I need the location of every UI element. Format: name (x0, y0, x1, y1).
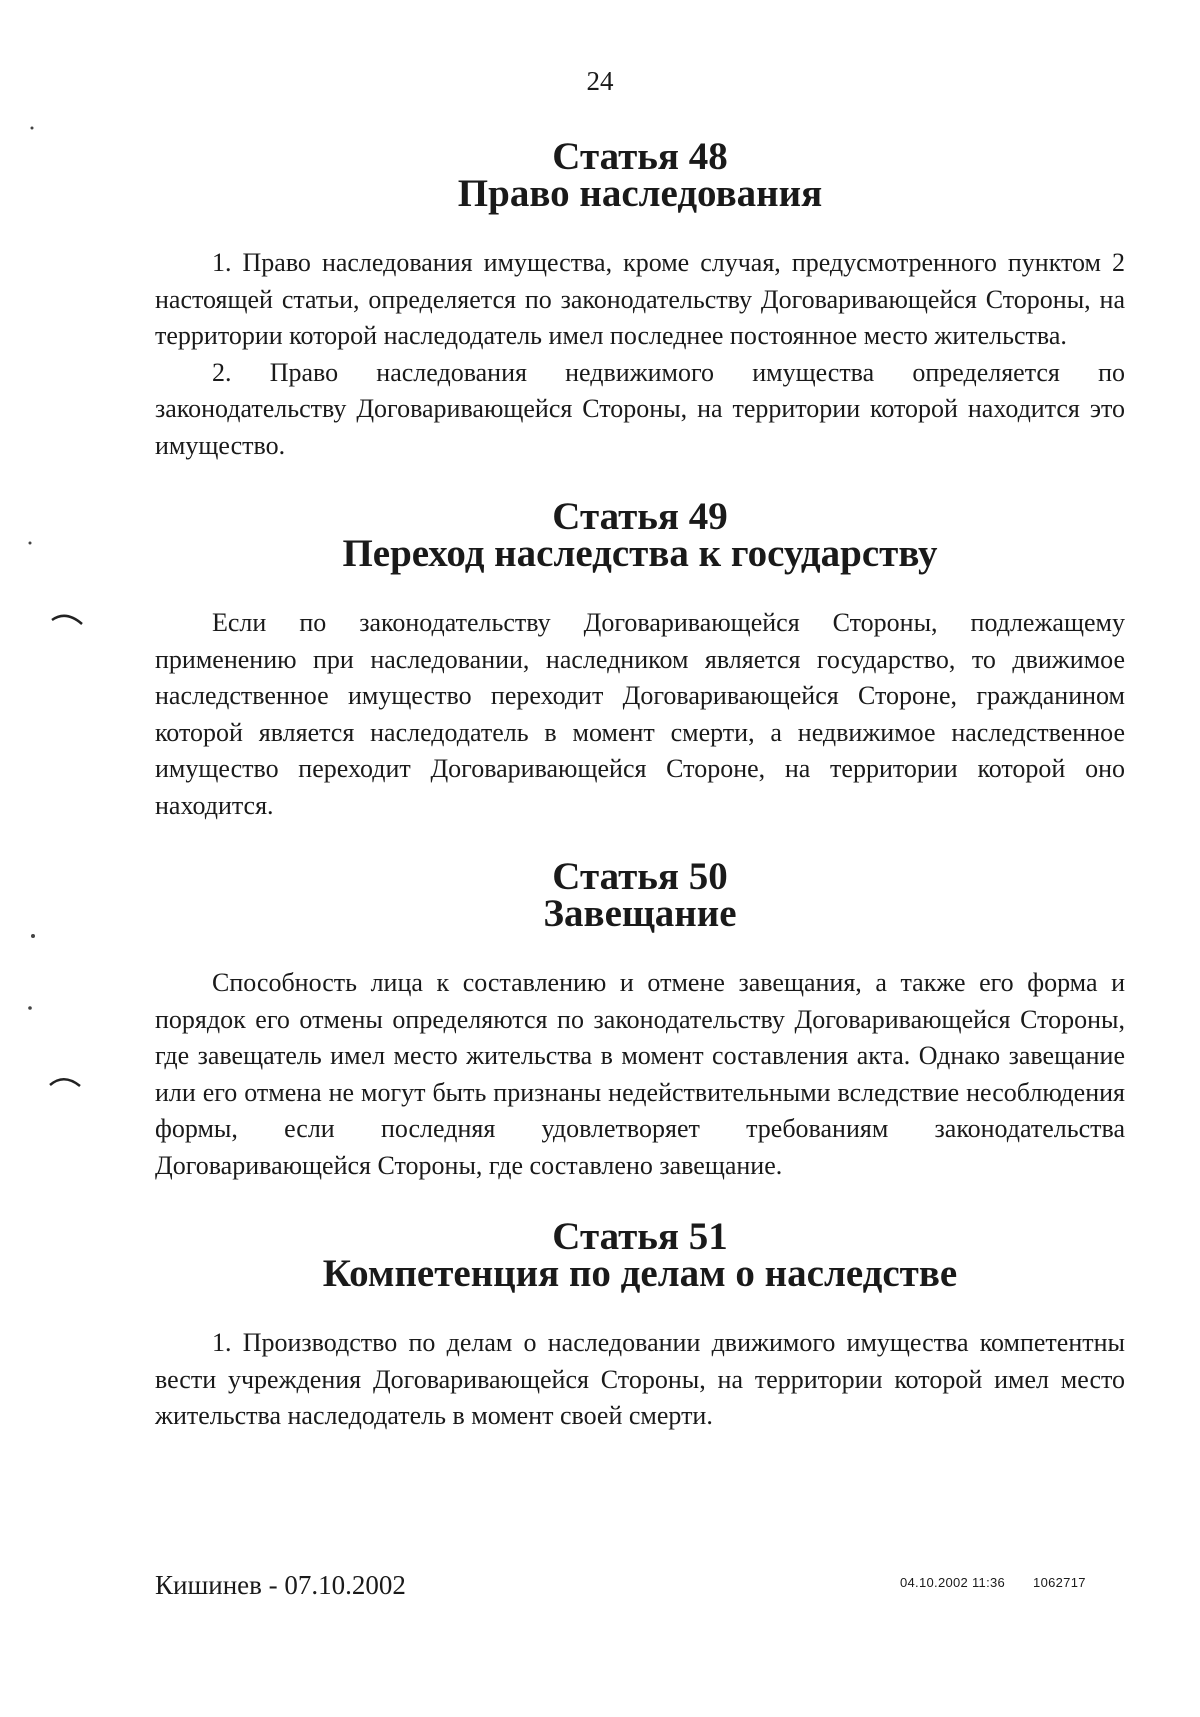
article-number: Статья 48 (552, 135, 728, 178)
stamp-datetime: 04.10.2002 11:36 (900, 1575, 1006, 1590)
margin-arc-mark (50, 1079, 80, 1086)
article-paragraph: 1. Право наследования имущества, кроме случая, предусмотренного пунктом 2 настоящей статьи, определяется по законодательству Договаривающейся Стороны, на территории которой наследодатель имел последнее постоянное место жительства. (155, 248, 1125, 350)
article-number: Статья 50 (552, 855, 728, 898)
article-heading (155, 855, 1125, 935)
margin-dot-mark (28, 1006, 32, 1010)
article-51 (155, 1215, 1125, 1435)
article-title: Переход наследства к государству (342, 532, 938, 575)
article-paragraph: 2. Право наследования недвижимого имущества определяется по законодательству Договаривающейся Стороны, на территории которой находится это имущество. (155, 357, 1125, 460)
scan-marks (0, 0, 120, 1717)
article-heading (155, 135, 1125, 215)
footer-fax-stamp (900, 1575, 1086, 1590)
article-title: Право наследования (457, 172, 823, 215)
margin-dot-mark (29, 542, 32, 545)
article-48 (155, 135, 1125, 464)
document-body (155, 135, 1125, 1435)
margin-dot-mark (31, 127, 34, 130)
article-number: Статья 51 (552, 1215, 728, 1258)
margin-arc-mark (52, 616, 82, 624)
footer-city-date: Кишинев - 07.10.2002 (155, 1570, 406, 1600)
article-title: Компетенция по делам о наследстве (322, 1252, 958, 1295)
article-title: Завещание (543, 892, 737, 935)
article-paragraph: Если по законодательству Договаривающейся Стороны, подлежащему применению при наследовании, наследником является государство, то движимое наследственное имущество переходит Договаривающейся Стороне, гражданином которой является наследодатель в момент смерти, а недвижимое наследственное имущество переходит Договаривающейся Стороне, на территории которой оно находится. (155, 608, 1125, 820)
article-heading (155, 495, 1125, 575)
article-heading (155, 1215, 1125, 1295)
page-number: 24 (586, 66, 614, 96)
margin-dot-mark (31, 934, 35, 938)
article-paragraph: 1. Производство по делам о наследовании движимого имущества компетентны вести учреждения Договаривающейся Стороны, на территории которой имел место жительства наследодатель в момент своей смерти. (155, 1328, 1125, 1430)
stamp-id: 1062717 (1033, 1575, 1086, 1590)
article-number: Статья 49 (552, 495, 728, 538)
article-50 (155, 855, 1125, 1184)
article-paragraph: Способность лица к составлению и отмене завещания, а также его форма и порядок его отмены определяются по законодательству Договаривающейся Стороны, где завещатель имел место жительства в момент составления акта. Однако завещание или его отмена не могут быть признаны недействительными вследствие несоблюдения формы, если последняя удовлетворяет требованиям законодательства Договаривающейся Стороны, где составлено завещание. (155, 968, 1125, 1180)
article-49 (155, 495, 1125, 824)
